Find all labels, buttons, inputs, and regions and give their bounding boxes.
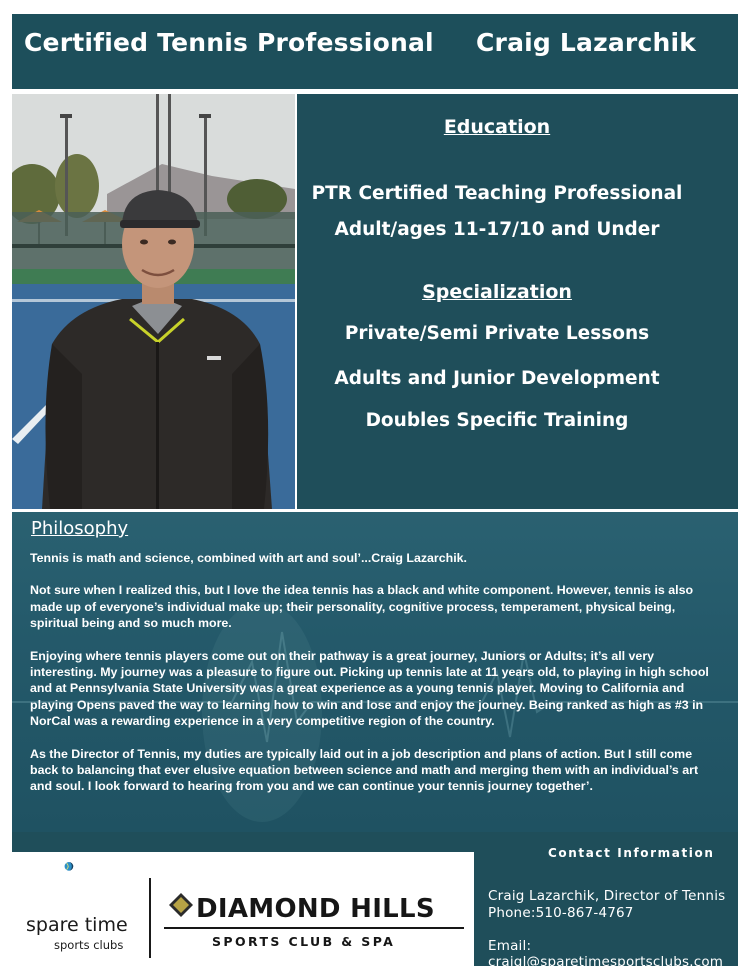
page-title: Certified Tennis Professional [24,28,434,57]
philosophy-paragraph: As the Director of Tennis, my duties are typically laid out in a job description and plans of action. But I still come back to balancing that ever elusive equation between science and math and merging them with an individual’s art and soul. I look forward to hearing from you and we can continue your tennis journey together’. [30,746,699,794]
education-line-2: Adult/ages 11-17/10 and Under [334,219,660,240]
spare-time-ball-icon [64,856,98,890]
diamond-hills-logo-sub: SPORTS CLUB & SPA [212,934,396,949]
philosophy-title: Philosophy [31,518,129,539]
specialization-line-2: Adults and Junior Development [334,368,660,389]
coach-name: Craig Lazarchik [476,28,697,57]
diamond-icon [168,892,194,918]
contact-heading: Contact Information [548,846,715,860]
spare-time-logo-name: spare time [26,914,128,936]
contact-email-label: Email: [488,938,532,954]
person-photo-icon [12,94,295,509]
diamond-hills-logo-name: DIAMOND HILLS [196,894,435,924]
flyer-page [12,14,738,970]
philosophy-section [12,512,738,832]
philosophy-quote: Tennis is math and science, combined with art and soul’...Craig Lazarchik. [30,551,467,565]
logo-area [12,852,474,966]
spare-time-logo-sub: sports clubs [54,938,124,952]
footer-section [12,832,738,970]
contact-name: Craig Lazarchik, Director of Tennis [488,888,726,904]
specialization-line-1: Private/Semi Private Lessons [344,323,650,344]
specialization-heading: Specialization [422,281,572,303]
credentials-panel [297,94,738,509]
specialization-line-3: Doubles Specific Training [365,410,629,431]
philosophy-paragraph: Not sure when I realized this, but I love the idea tennis has a black and white component. However, tennis is also made up of everyone’s individual make up; their personality, cognitive process, temperament, physical being, spiritual being and so much more. [30,583,694,631]
philosophy-text [30,550,722,811]
education-heading: Education [443,116,551,138]
logo-divider [149,878,151,958]
header-bar [12,14,738,89]
contact-email[interactable]: craigl@sparetimesportsclubs.com [488,954,724,970]
education-line-1: PTR Certified Teaching Professional [311,183,683,204]
philosophy-paragraph: Enjoying where tennis players come out on their pathway is a great journey, Juniors or Adults; it’s all very interesting. My journey was a pleasure to figure out. Picking up tennis late at 11 years old, to playing in high school and at Pennsylvania State University was a great experience as a young tennis player. Moving to California and playing Opens paved the way to learning how to win and lose and enjoy the journey. Being ranked as high as #3 in NorCal was a rewarding experience in a very competitive region of the country. [30,648,709,729]
coach-photo [12,94,295,509]
contact-phone[interactable]: Phone:510-867-4767 [488,905,634,921]
diamond-hills-rule [164,927,464,929]
